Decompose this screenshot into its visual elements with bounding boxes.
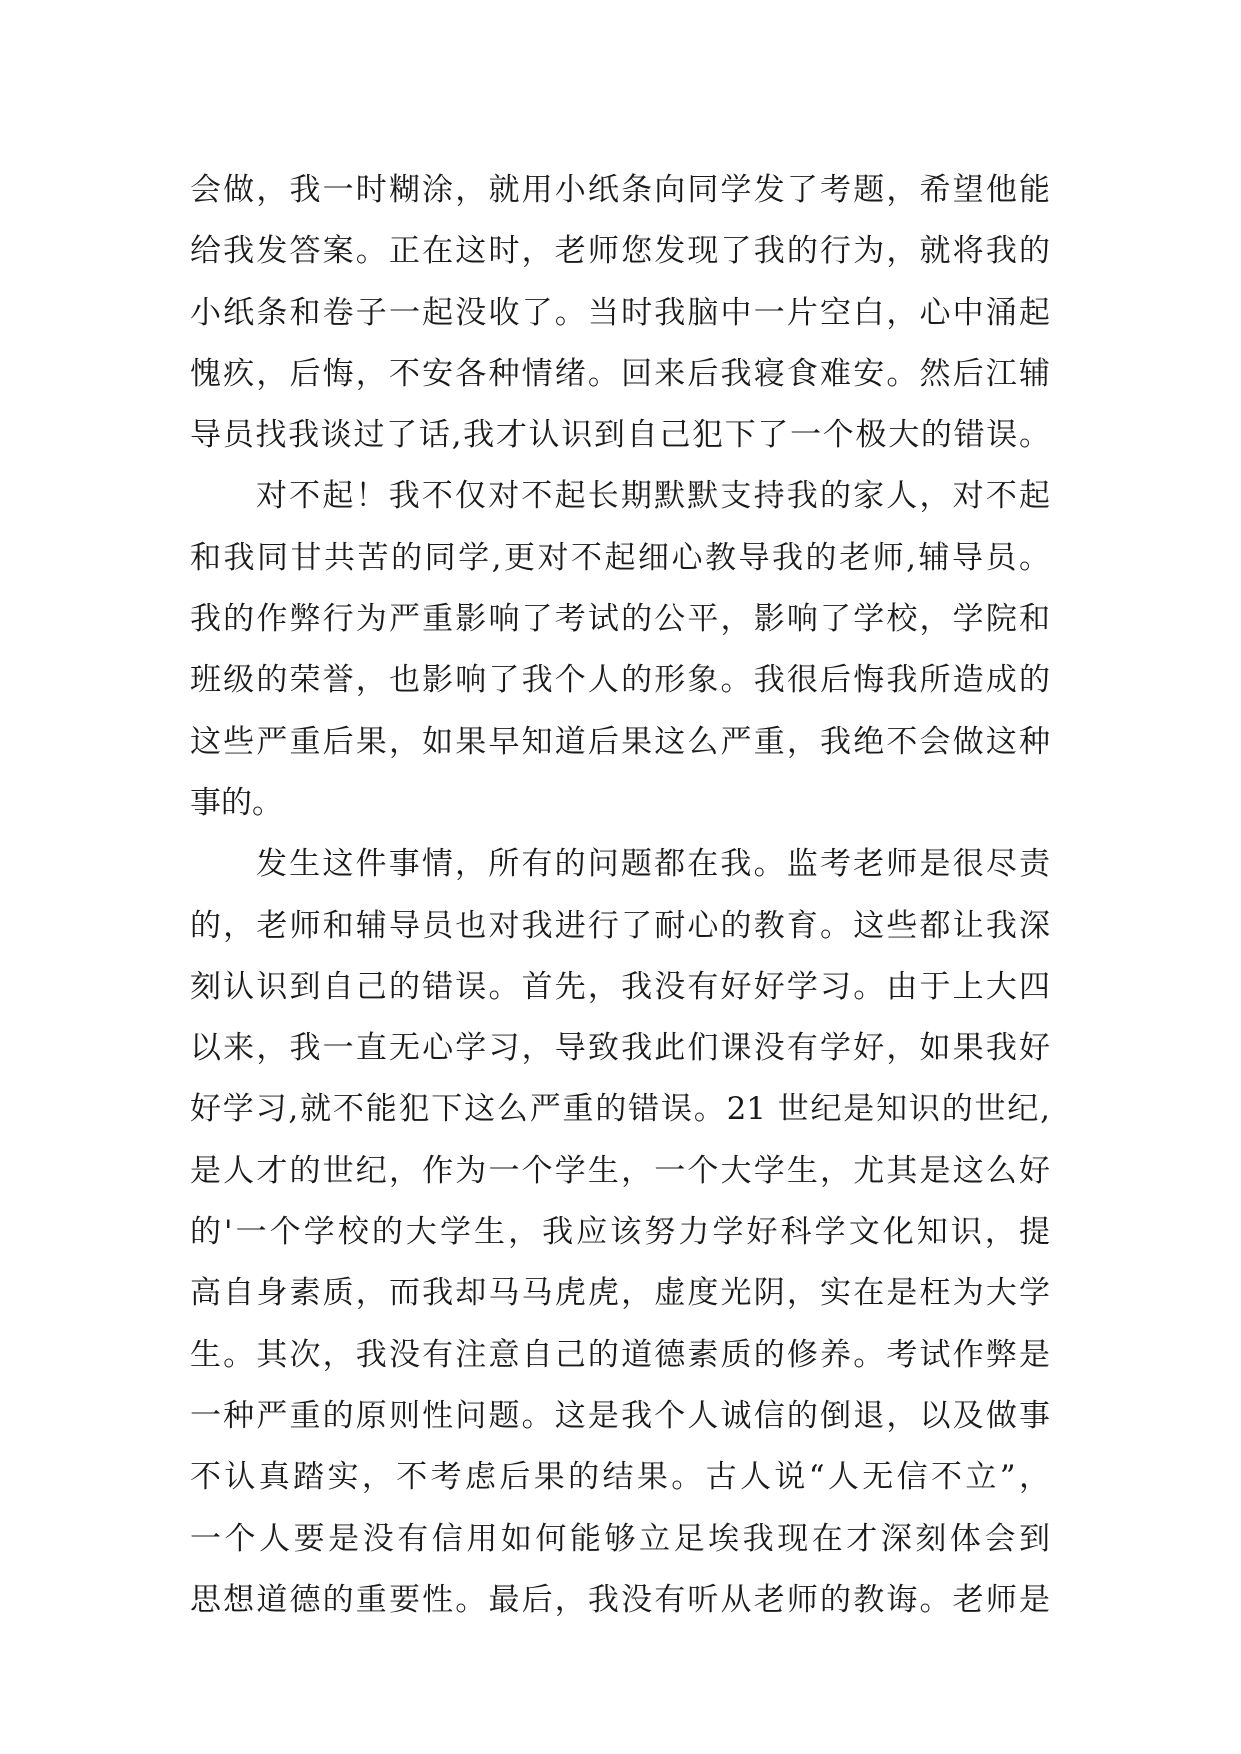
text-line: 班级的荣誉，也影响了我个人的形象。我很后悔我所造成的 <box>190 662 1050 699</box>
text-line: 对不起！我不仅对不起长期默默支持我的家人，对不起 <box>256 478 1050 515</box>
text-line: 以来，我一直无心学习，导致我此们课没有学好，如果我好 <box>190 1030 1050 1067</box>
text-line: 的'一个学校的大学生，我应该努力学好科学文化知识，提 <box>190 1214 1050 1251</box>
text-line: 给我发答案。正在这时，老师您发现了我的行为，就将我的 <box>190 233 1050 270</box>
text-line: 和我同甘共苦的同学,更对不起细心教导我的老师,辅导员。 <box>190 539 1050 576</box>
text-line: 好学习,就不能犯下这么严重的错误。21 世纪是知识的世纪, <box>190 1091 1050 1128</box>
text-line: 会做，我一时糊涂，就用小纸条向同学发了考题，希望他能 <box>190 172 1050 208</box>
text-line: 刻认识到自己的错误。首先，我没有好好学习。由于上大四 <box>190 968 1050 1005</box>
document-body <box>190 160 1050 1631</box>
text-line: 生。其次，我没有注意自己的道德素质的修养。考试作弊是 <box>190 1336 1050 1373</box>
text-line: 是人才的世纪，作为一个学生，一个大学生，尤其是这么好 <box>190 1152 1050 1189</box>
text-line: 一个人要是没有信用如何能够立足埃我现在才深刻体会到 <box>190 1520 1050 1557</box>
text-line: 高自身素质，而我却马马虎虎，虚度光阴，实在是枉为大学 <box>190 1275 1050 1312</box>
text-line: 一种严重的原则性问题。这是我个人诚信的倒退，以及做事 <box>190 1397 1050 1434</box>
text-line: 小纸条和卷子一起没收了。当时我脑中一片空白，心中涌起 <box>190 294 1050 331</box>
text-line: 发生这件事情，所有的问题都在我。监考老师是很尽责 <box>256 846 1050 883</box>
text-line: 的，老师和辅导员也对我进行了耐心的教育。这些都让我深 <box>190 907 1050 944</box>
text-line: 不认真踏实，不考虑后果的结果。古人说“人无信不立”， <box>190 1459 1050 1496</box>
text-line: 愧疚，后悔，不安各种情绪。回来后我寝食难安。然后江辅 <box>190 355 1050 392</box>
text-line: 导员找我谈过了话,我才认识到自己犯下了一个极大的错误。 <box>190 417 1050 454</box>
text-line: 思想道德的重要性。最后，我没有听从老师的教诲。老师是 <box>190 1581 1050 1618</box>
text-line: 我的作弊行为严重影响了考试的公平，影响了学校，学院和 <box>190 601 1050 638</box>
text-line: 事的。 <box>190 784 283 821</box>
text-line: 这些严重后果，如果早知道后果这么严重，我绝不会做这种 <box>190 723 1050 760</box>
